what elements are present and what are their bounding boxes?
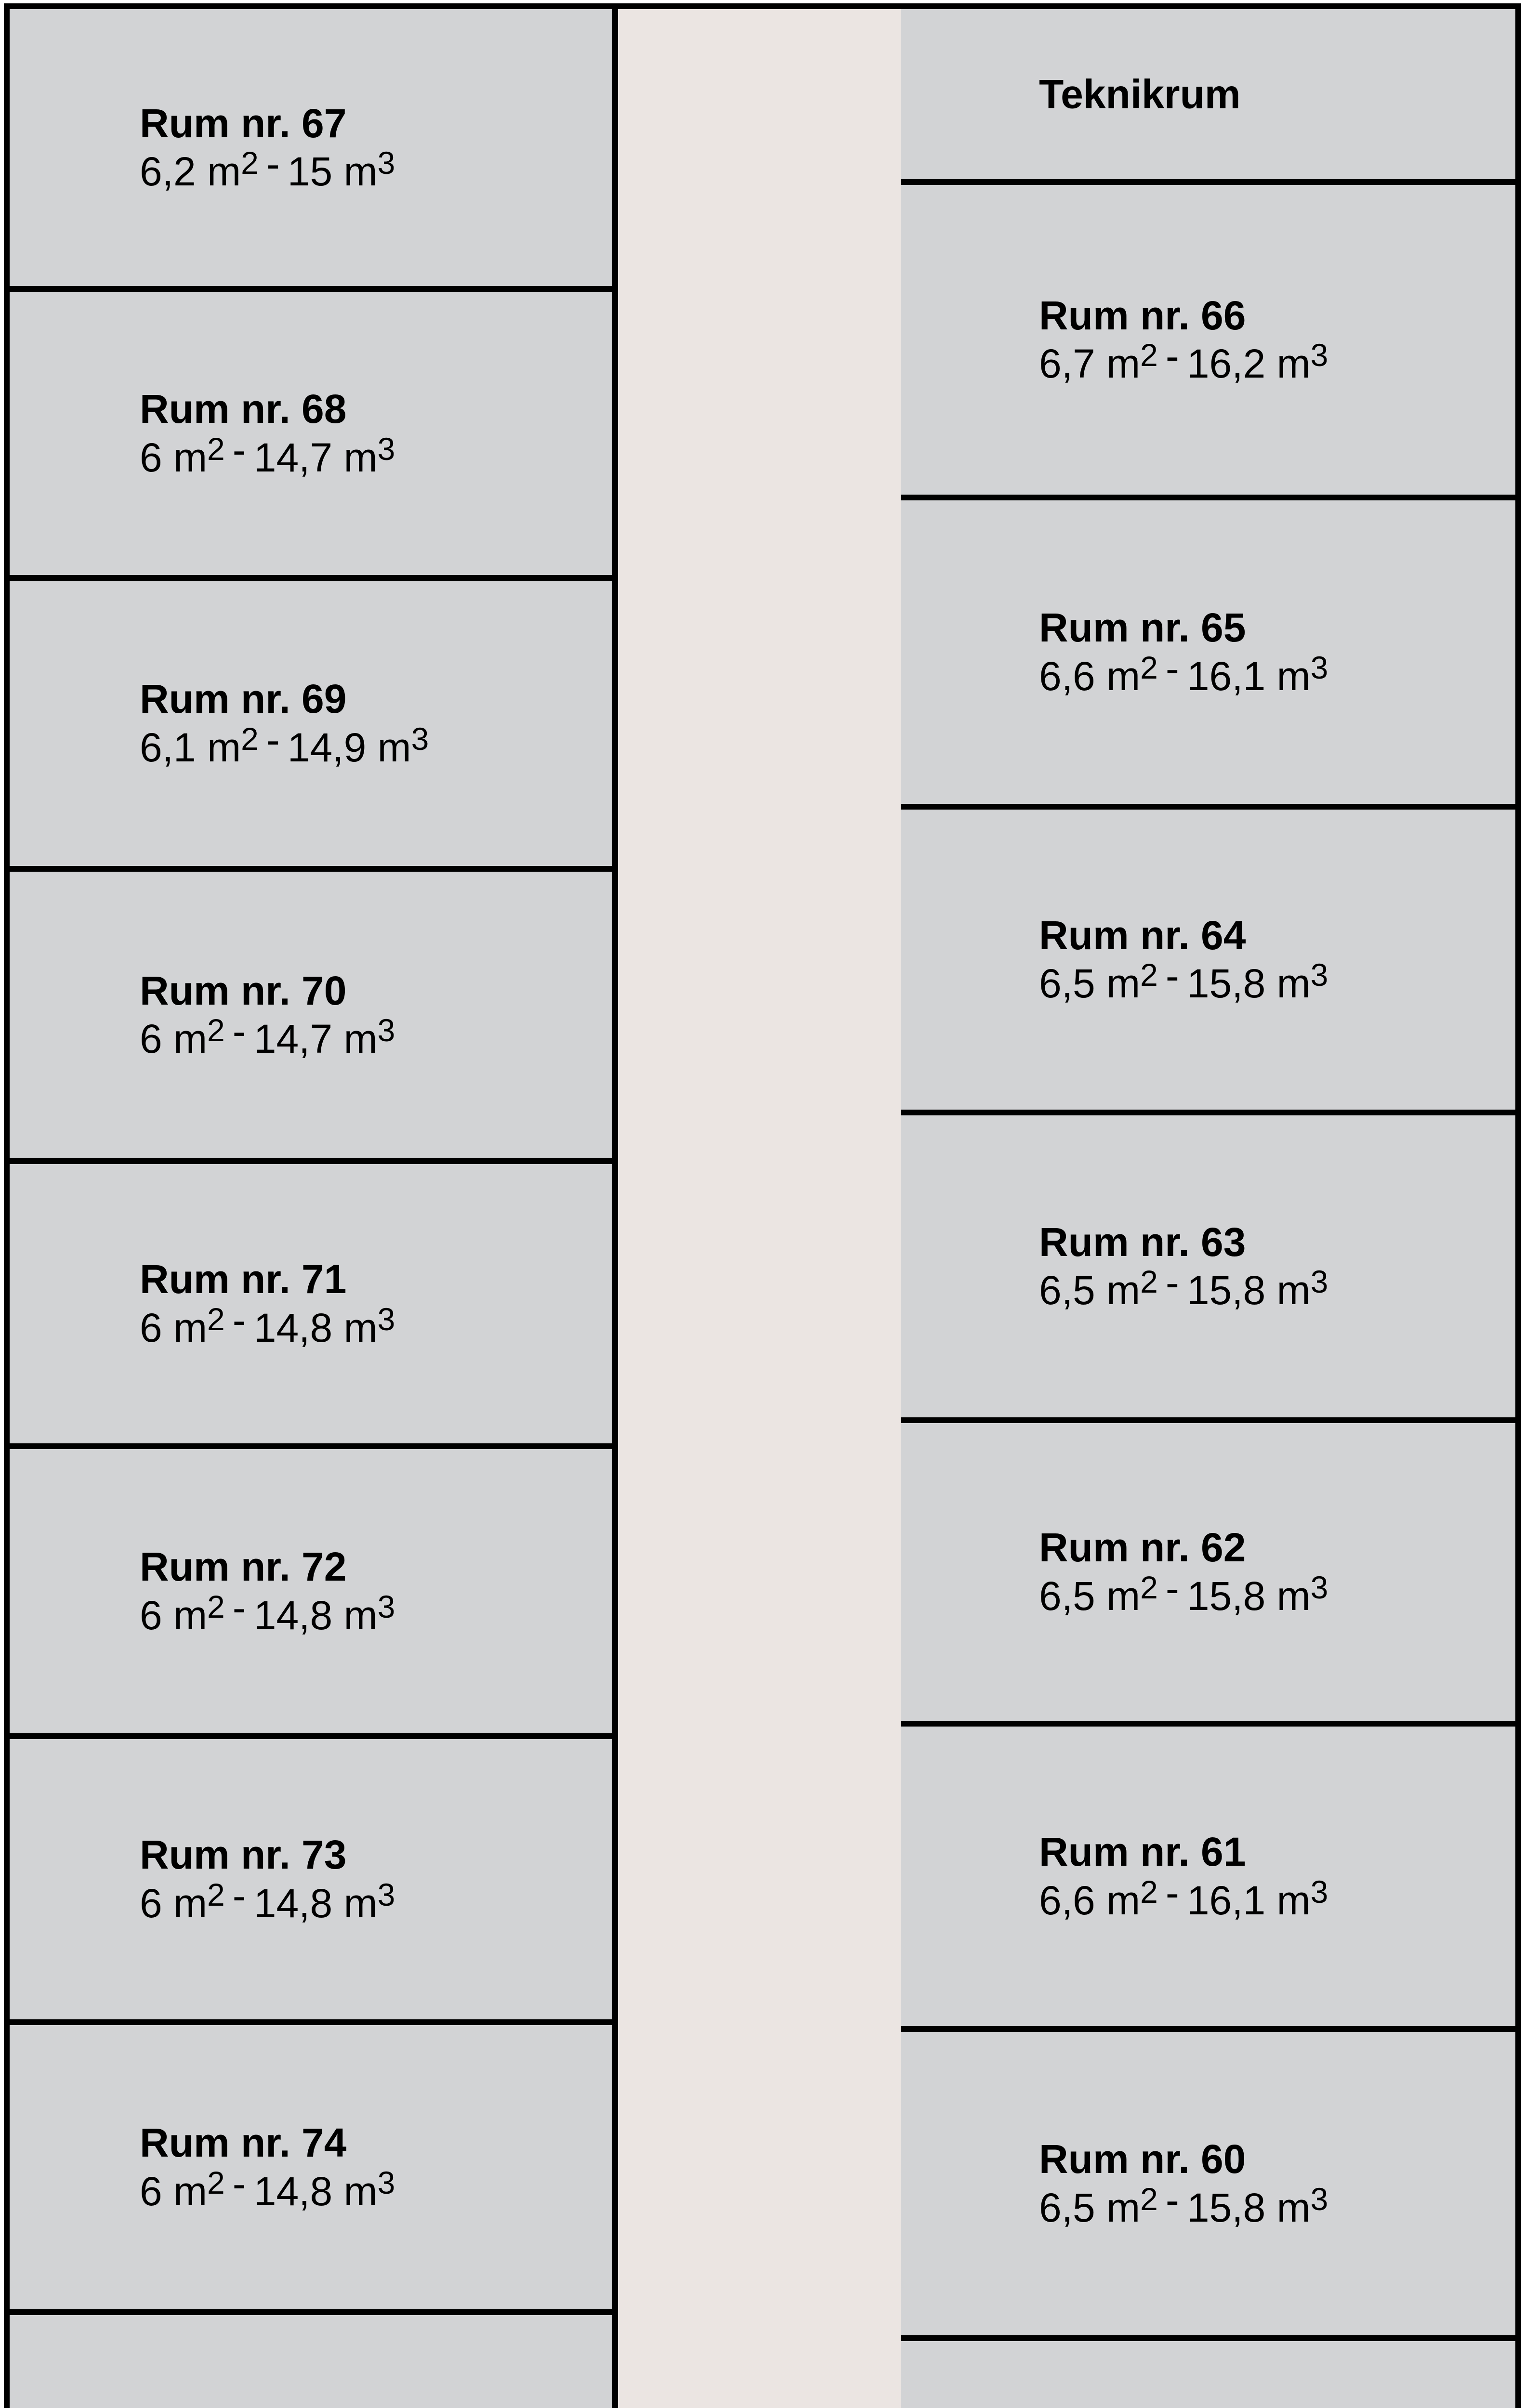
volume-exponent: 3 — [377, 1301, 395, 1337]
room-label — [1039, 1218, 1328, 1315]
room-label — [1039, 1828, 1328, 1925]
room-size: 6,5 $m^2 - 15,8$ $m^3$ — [1039, 1566, 1328, 1619]
room-rum-nr-71 — [10, 1164, 618, 1449]
area-unit: m — [1106, 1878, 1141, 1923]
area-unit: m — [1106, 961, 1141, 1007]
volume-unit: m — [343, 2169, 378, 2214]
room-volume-value: 16,1 — [1186, 654, 1266, 699]
corridor — [612, 3, 907, 2408]
room-size: 6,6 $m^2 - 16,1$ $m^3$ — [1039, 1870, 1328, 1923]
volume-unit: m — [343, 1881, 378, 1926]
room-name: Rum nr. 72 — [140, 1544, 347, 1590]
room-volume-value: 16,1 — [1186, 1878, 1266, 1923]
room-volume-value: 15 — [287, 149, 333, 195]
room-rum-nr-61 — [901, 1727, 1515, 2032]
area-exponent: 2 — [207, 2165, 225, 2200]
room-label — [140, 967, 395, 1064]
area-exponent: 2 — [207, 1301, 225, 1337]
area-exponent: 2 — [1140, 2181, 1158, 2217]
room-rum-nr-63 — [901, 1115, 1515, 1423]
area-exponent: 2 — [1140, 650, 1158, 685]
room-name: Rum nr. 69 — [140, 676, 347, 722]
volume-unit: m — [1276, 1573, 1311, 1619]
room-label — [140, 385, 395, 482]
area-unit: m — [207, 149, 241, 195]
room-label — [140, 1831, 395, 1928]
area-exponent: 2 — [1140, 1874, 1158, 1910]
volume-exponent: 3 — [377, 1589, 395, 1624]
room-name: Rum nr. 70 — [140, 968, 347, 1013]
volume-exponent: 3 — [377, 431, 395, 467]
room-area-value: 6,5 — [1039, 1268, 1095, 1313]
volume-exponent: 3 — [1310, 2181, 1328, 2217]
volume-exponent: 3 — [1310, 1874, 1328, 1910]
room-size: 6 $m^2 - 14,8$ $m^3$ — [140, 1585, 395, 1638]
room-volume-value: 14,7 — [253, 1016, 333, 1062]
volume-unit: m — [343, 1305, 378, 1350]
room-name: Rum nr. 62 — [1039, 1525, 1246, 1570]
room-area-value: 6,1 — [140, 725, 196, 770]
room-area-value: 6,5 — [1039, 1573, 1095, 1619]
area-exponent: 2 — [1140, 1264, 1158, 1300]
room-volume-value: 15,8 — [1186, 1268, 1266, 1313]
room-area-value: 6 — [140, 2169, 162, 2214]
room-area-value: 6 — [140, 1016, 162, 1062]
area-unit: m — [173, 1593, 208, 1638]
area-unit: m — [1106, 1268, 1141, 1313]
area-exponent: 2 — [241, 145, 259, 181]
area-unit: m — [173, 1016, 208, 1062]
room-label — [1039, 911, 1328, 1008]
room-name: Rum nr. 73 — [140, 1832, 347, 1878]
room-area-value: 6 — [140, 435, 162, 480]
volume-exponent: 3 — [1310, 1570, 1328, 1605]
room-size: 6,5 $m^2 - 15,8$ $m^3$ — [1039, 2177, 1328, 2230]
room-rum-nr-65 — [901, 500, 1515, 810]
room-label — [140, 675, 429, 772]
room-rum-nr-67 — [10, 9, 618, 292]
room-area-value: 6,6 — [1039, 654, 1095, 699]
volume-unit: m — [343, 1016, 378, 1062]
room-size: 6,1 $m^2 - 14,9$ $m^3$ — [140, 717, 429, 770]
room-size: 6,6 $m^2 - 16,1$ $m^3$ — [1039, 646, 1328, 699]
area-exponent: 2 — [207, 1589, 225, 1624]
volume-unit: m — [377, 725, 411, 770]
room-rum-nr-72 — [10, 1449, 618, 1739]
room-volume-value: 15,8 — [1186, 2185, 1266, 2230]
room-rum-nr-62 — [901, 1423, 1515, 1727]
area-unit: m — [173, 2169, 208, 2214]
room-rum-nr-60 — [901, 2032, 1515, 2341]
room-size: 6,7 $m^2 - 16,2$ $m^3$ — [1039, 333, 1328, 387]
area-unit: m — [1106, 2185, 1141, 2230]
volume-unit: m — [1276, 654, 1311, 699]
room-area-value: 6,5 — [1039, 2185, 1095, 2230]
left-room-column — [4, 3, 618, 2408]
area-unit: m — [173, 435, 208, 480]
area-exponent: 2 — [1140, 1570, 1158, 1605]
room-name: Rum nr. 74 — [140, 2120, 347, 2166]
room-volume-value: 16,2 — [1186, 341, 1266, 387]
room-size: 6 $m^2 - 14,7$ $m^3$ — [140, 427, 395, 480]
room-label — [1039, 2135, 1328, 2232]
room-rum-nr-75 — [10, 2315, 618, 2408]
room-name: Rum nr. 64 — [1039, 912, 1246, 958]
room-size: 6,5 $m^2 - 15,8$ $m^3$ — [1039, 1260, 1328, 1313]
area-unit: m — [173, 1881, 208, 1926]
area-exponent: 2 — [1140, 337, 1158, 373]
room-rum-nr-70 — [10, 872, 618, 1164]
room-size: 6 $m^2 - 14,8$ $m^3$ — [140, 1297, 395, 1350]
area-exponent: 2 — [241, 721, 259, 757]
volume-exponent: 3 — [411, 721, 429, 757]
area-unit: m — [1106, 1573, 1141, 1619]
room-label — [1039, 291, 1328, 389]
area-exponent: 2 — [1140, 957, 1158, 993]
room-size: 6 $m^2 - 14,7$ $m^3$ — [140, 1008, 395, 1062]
room-name: Rum nr. 67 — [140, 100, 347, 146]
area-unit: m — [1106, 654, 1141, 699]
room-name: Rum nr. 60 — [1039, 2136, 1246, 2182]
room-rum-nr-66 — [901, 185, 1515, 500]
room-rum-nr-64 — [901, 810, 1515, 1115]
room-volume-value: 14,8 — [253, 1305, 333, 1350]
room-label — [1039, 603, 1328, 701]
room-size: 6 $m^2 - 14,8$ $m^3$ — [140, 2161, 395, 2214]
room-name: Rum nr. 63 — [1039, 1219, 1246, 1265]
room-volume-value: 14,8 — [253, 1593, 333, 1638]
volume-exponent: 3 — [1310, 1264, 1328, 1300]
room-name: Rum nr. 65 — [1039, 605, 1246, 651]
area-exponent: 2 — [207, 1877, 225, 1912]
room-rum-nr-74 — [10, 2025, 618, 2315]
volume-unit: m — [343, 435, 378, 480]
volume-exponent: 3 — [377, 2165, 395, 2200]
room-size: 6,2 $m^2 - 15$ $m^3$ — [140, 141, 395, 195]
room-label — [140, 1255, 395, 1352]
room-area-value: 6,7 — [1039, 341, 1095, 387]
room-volume-value: 14,9 — [287, 725, 367, 770]
volume-unit: m — [1276, 961, 1311, 1007]
room-volume-value: 14,8 — [253, 1881, 333, 1926]
room-label — [140, 1543, 395, 1640]
volume-unit: m — [343, 149, 378, 195]
volume-exponent: 3 — [377, 1012, 395, 1048]
volume-unit: m — [1276, 341, 1311, 387]
room-rum-nr-59 — [901, 2341, 1515, 2408]
room-name: Rum nr. 61 — [1039, 1829, 1246, 1875]
volume-exponent: 3 — [1310, 650, 1328, 685]
room-volume-value: 14,8 — [253, 2169, 333, 2214]
room-name: Rum nr. 71 — [140, 1256, 347, 1302]
area-unit: m — [207, 725, 241, 770]
room-label — [1039, 70, 1241, 118]
volume-unit: m — [1276, 2185, 1311, 2230]
room-area-value: 6 — [140, 1305, 162, 1350]
right-room-column — [901, 3, 1521, 2408]
room-teknikrum — [901, 9, 1515, 185]
room-volume-value: 15,8 — [1186, 1573, 1266, 1619]
room-volume-value: 14,7 — [253, 435, 333, 480]
room-area-value: 6,2 — [140, 149, 196, 195]
room-rum-nr-68 — [10, 292, 618, 581]
volume-unit: m — [343, 1593, 378, 1638]
room-name: Rum nr. 68 — [140, 386, 347, 432]
room-name: Rum nr. 66 — [1039, 292, 1246, 338]
room-area-value: 6,6 — [1039, 1878, 1095, 1923]
volume-unit: m — [1276, 1878, 1311, 1923]
area-exponent: 2 — [207, 431, 225, 467]
room-label — [1039, 1523, 1328, 1621]
area-unit: m — [173, 1305, 208, 1350]
room-size: 6,5 $m^2 - 15,8$ $m^3$ — [1039, 953, 1328, 1007]
area-exponent: 2 — [207, 1012, 225, 1048]
room-name: Teknikrum — [1039, 71, 1241, 117]
volume-exponent: 3 — [1310, 337, 1328, 373]
room-area-value: 6,5 — [1039, 961, 1095, 1007]
volume-exponent: 3 — [377, 145, 395, 181]
room-rum-nr-69 — [10, 581, 618, 872]
volume-exponent: 3 — [377, 1877, 395, 1912]
room-area-value: 6 — [140, 1593, 162, 1638]
room-label — [140, 99, 395, 196]
room-label — [140, 2119, 395, 2216]
area-unit: m — [1106, 341, 1141, 387]
room-size: 6 $m^2 - 14,8$ $m^3$ — [140, 1873, 395, 1926]
room-rum-nr-73 — [10, 1739, 618, 2025]
room-area-value: 6 — [140, 1881, 162, 1926]
volume-unit: m — [1276, 1268, 1311, 1313]
volume-exponent: 3 — [1310, 957, 1328, 993]
room-volume-value: 15,8 — [1186, 961, 1266, 1007]
